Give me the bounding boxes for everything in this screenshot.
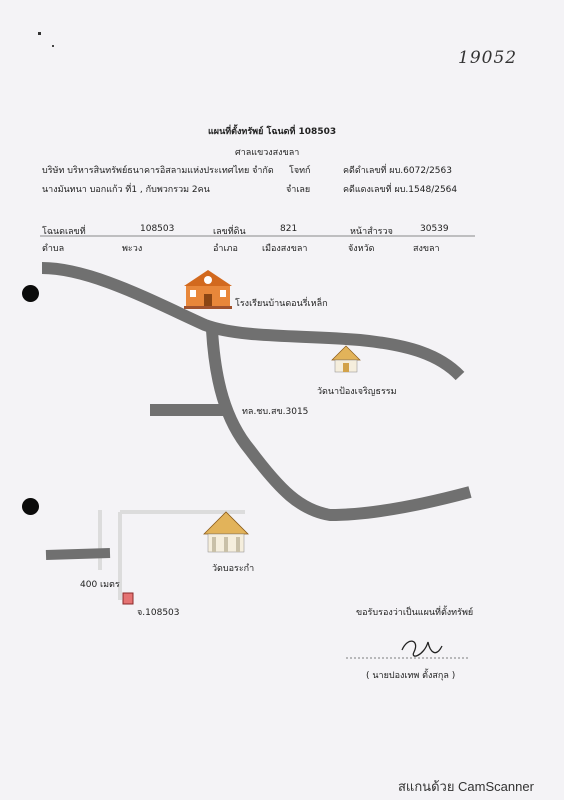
road-label: ทล.ชบ.สข.3015 bbox=[242, 407, 309, 417]
defendant-name: นางมันทนา บอกแก้ว ที่1 , กับพวกรวม 2คน bbox=[42, 185, 210, 195]
temple-icon bbox=[204, 512, 248, 552]
school-icon bbox=[184, 270, 232, 309]
survey-label: หน้าสำรวจ bbox=[350, 227, 393, 237]
tambon-label: ตำบล bbox=[42, 244, 65, 254]
province-value: สงขลา bbox=[413, 244, 440, 254]
province-label: จังหวัด bbox=[348, 244, 375, 254]
amphoe-label: อำเภอ bbox=[213, 244, 238, 254]
black-case-number: คดีดำเลขที่ ผบ.6072/2563 bbox=[343, 166, 452, 176]
amphoe-value: เมืองสงขลา bbox=[262, 244, 308, 254]
red-case-number: คดีแดงเลขที่ ผบ.1548/2564 bbox=[343, 185, 458, 195]
camscanner-footer: สแกนด้วย CamScanner bbox=[398, 779, 534, 794]
survey-value: 30539 bbox=[420, 224, 449, 234]
plaintiff-name: บริษัท บริหารสินทรัพย์ธนาคารอิสลามแห่งประเทศไทย จำกัด bbox=[42, 166, 274, 176]
deed-label: โฉนดเลขที่ bbox=[42, 227, 86, 237]
parcel-marker bbox=[123, 593, 133, 604]
certification-text: ขอรับรองว่าเป็นแผนที่ตั้งทรัพย์ bbox=[356, 608, 474, 618]
school-label: โรงเรียนบ้านดอนรี่เหล็ก bbox=[235, 299, 328, 309]
temple1-label: วัดนาป้องเจริญธรรม bbox=[317, 387, 397, 397]
deed-value: 108503 bbox=[140, 224, 175, 234]
temple2-label: วัดบอระกำ bbox=[212, 564, 255, 574]
signer-name: ( นายปองเทพ ตั้งสกุล ) bbox=[366, 671, 456, 681]
tambon-value: พะวง bbox=[122, 244, 143, 254]
temple-icon bbox=[332, 346, 360, 372]
land-number-value: 821 bbox=[280, 224, 298, 234]
distance-label: 400 เมตร bbox=[80, 580, 120, 590]
main-road bbox=[42, 268, 460, 376]
handwritten-number: 19052 bbox=[458, 48, 518, 68]
page-title: แผนที่ตั้งทรัพย์ โฉนดที่ 108503 bbox=[208, 127, 337, 137]
parcel-label: จ.108503 bbox=[137, 608, 180, 618]
land-number-label: เลขที่ดิน bbox=[213, 227, 246, 237]
short-road bbox=[46, 553, 110, 555]
plaintiff-label: โจทก์ bbox=[289, 166, 311, 176]
court-name: ศาลแขวงสงขลา bbox=[235, 148, 300, 158]
defendant-label: จำเลย bbox=[286, 185, 311, 195]
